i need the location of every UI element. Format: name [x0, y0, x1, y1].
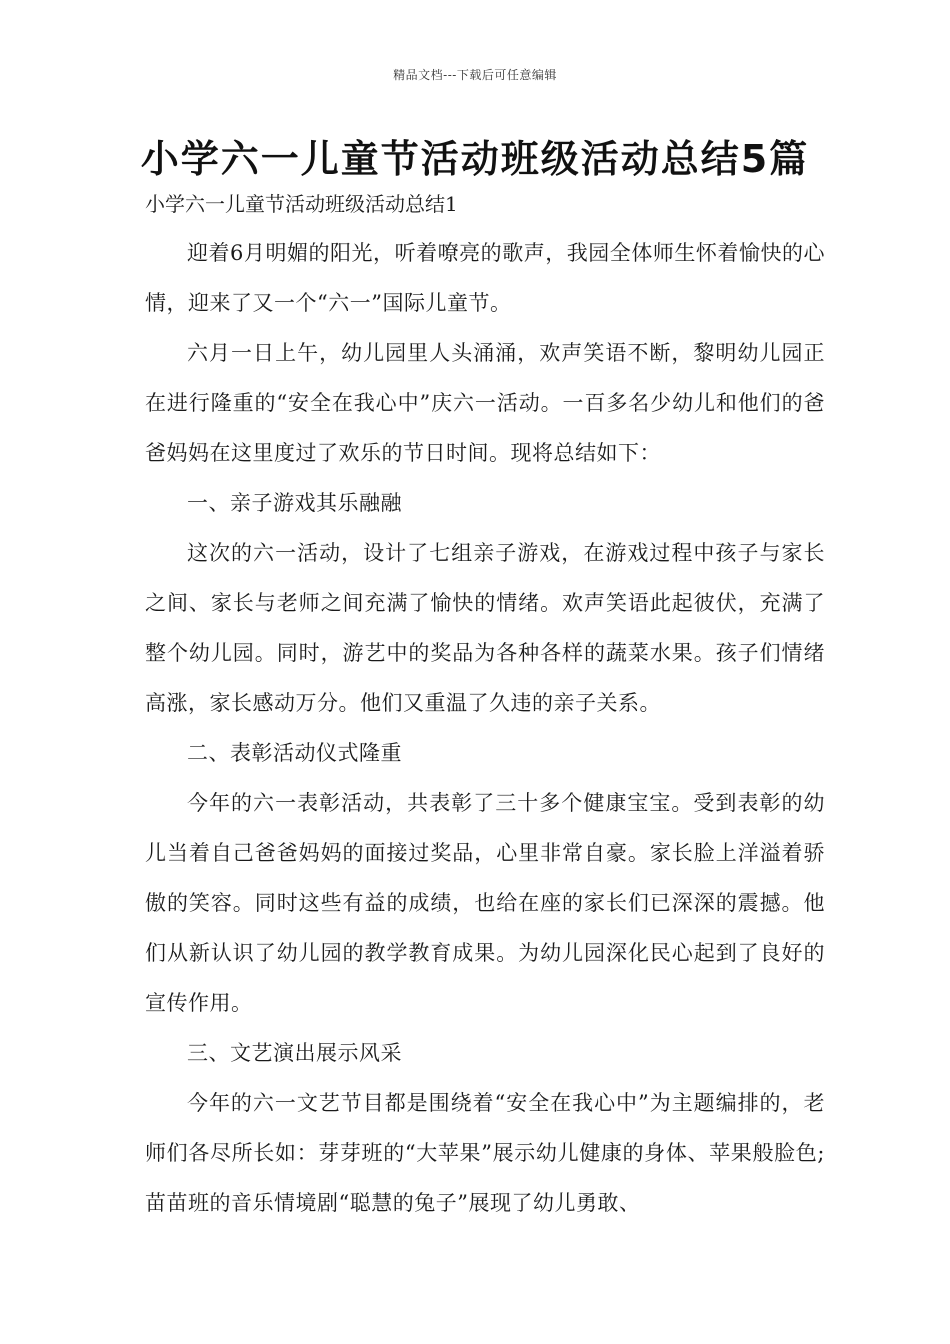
paragraph-performance: 今年的六一文艺节目都是围绕着“安全在我心中”为主题编排的，老师们各尽所长如：芽芽班的“大苹果”展示幼儿健康的身体、苹果般脸色;苗苗班的音乐情境剧“聪慧的兔子”展现了幼儿勇敢、 [145, 1091, 825, 1215]
section-subtitle: 小学六一儿童节活动班级活动总结1 [145, 192, 458, 216]
document-body [145, 228, 825, 1228]
paragraph-intro: 迎着6月明媚的阳光，听着嘹亮的歌声，我园全体师生怀着愉快的心情，迎来了又一个“六一”国际儿童节。 [145, 241, 825, 315]
paragraph-awards: 今年的六一表彰活动，共表彰了三十多个健康宝宝。受到表彰的幼儿当着自己爸爸妈妈的面接过奖品，心里非常自豪。家长脸上洋溢着骄傲的笑容。同时这些有益的成绩，也给在座的家长们已深深的震撼。他们从新认识了幼儿园的教学教育成果。为幼儿园深化民心起到了良好的宣传作用。 [145, 791, 825, 1015]
section-heading-1: 一、亲子游戏其乐融融 [187, 491, 402, 515]
document-title: 小学六一儿童节活动班级活动总结5篇 [140, 137, 810, 181]
paragraph-summary: 六月一日上午，幼儿园里人头涌涌，欢声笑语不断，黎明幼儿园正在进行隆重的“安全在我心中”庆六一活动。一百多名少幼儿和他们的爸爸妈妈在这里度过了欢乐的节日时间。现将总结如下： [145, 341, 825, 465]
section-heading-3: 三、文艺演出展示风采 [187, 1041, 402, 1065]
section-heading-2: 二、表彰活动仪式隆重 [187, 741, 402, 765]
paragraph-games: 这次的六一活动，设计了七组亲子游戏，在游戏过程中孩子与家长之间、家长与老师之间充满了愉快的情绪。欢声笑语此起彼伏，充满了整个幼儿园。同时，游艺中的奖品为各种各样的蔬菜水果。孩子们情绪高涨，家长感动万分。他们又重温了久违的亲子关系。 [145, 541, 825, 715]
header-watermark: 精品文档---下载后可任意编辑 [393, 68, 557, 82]
